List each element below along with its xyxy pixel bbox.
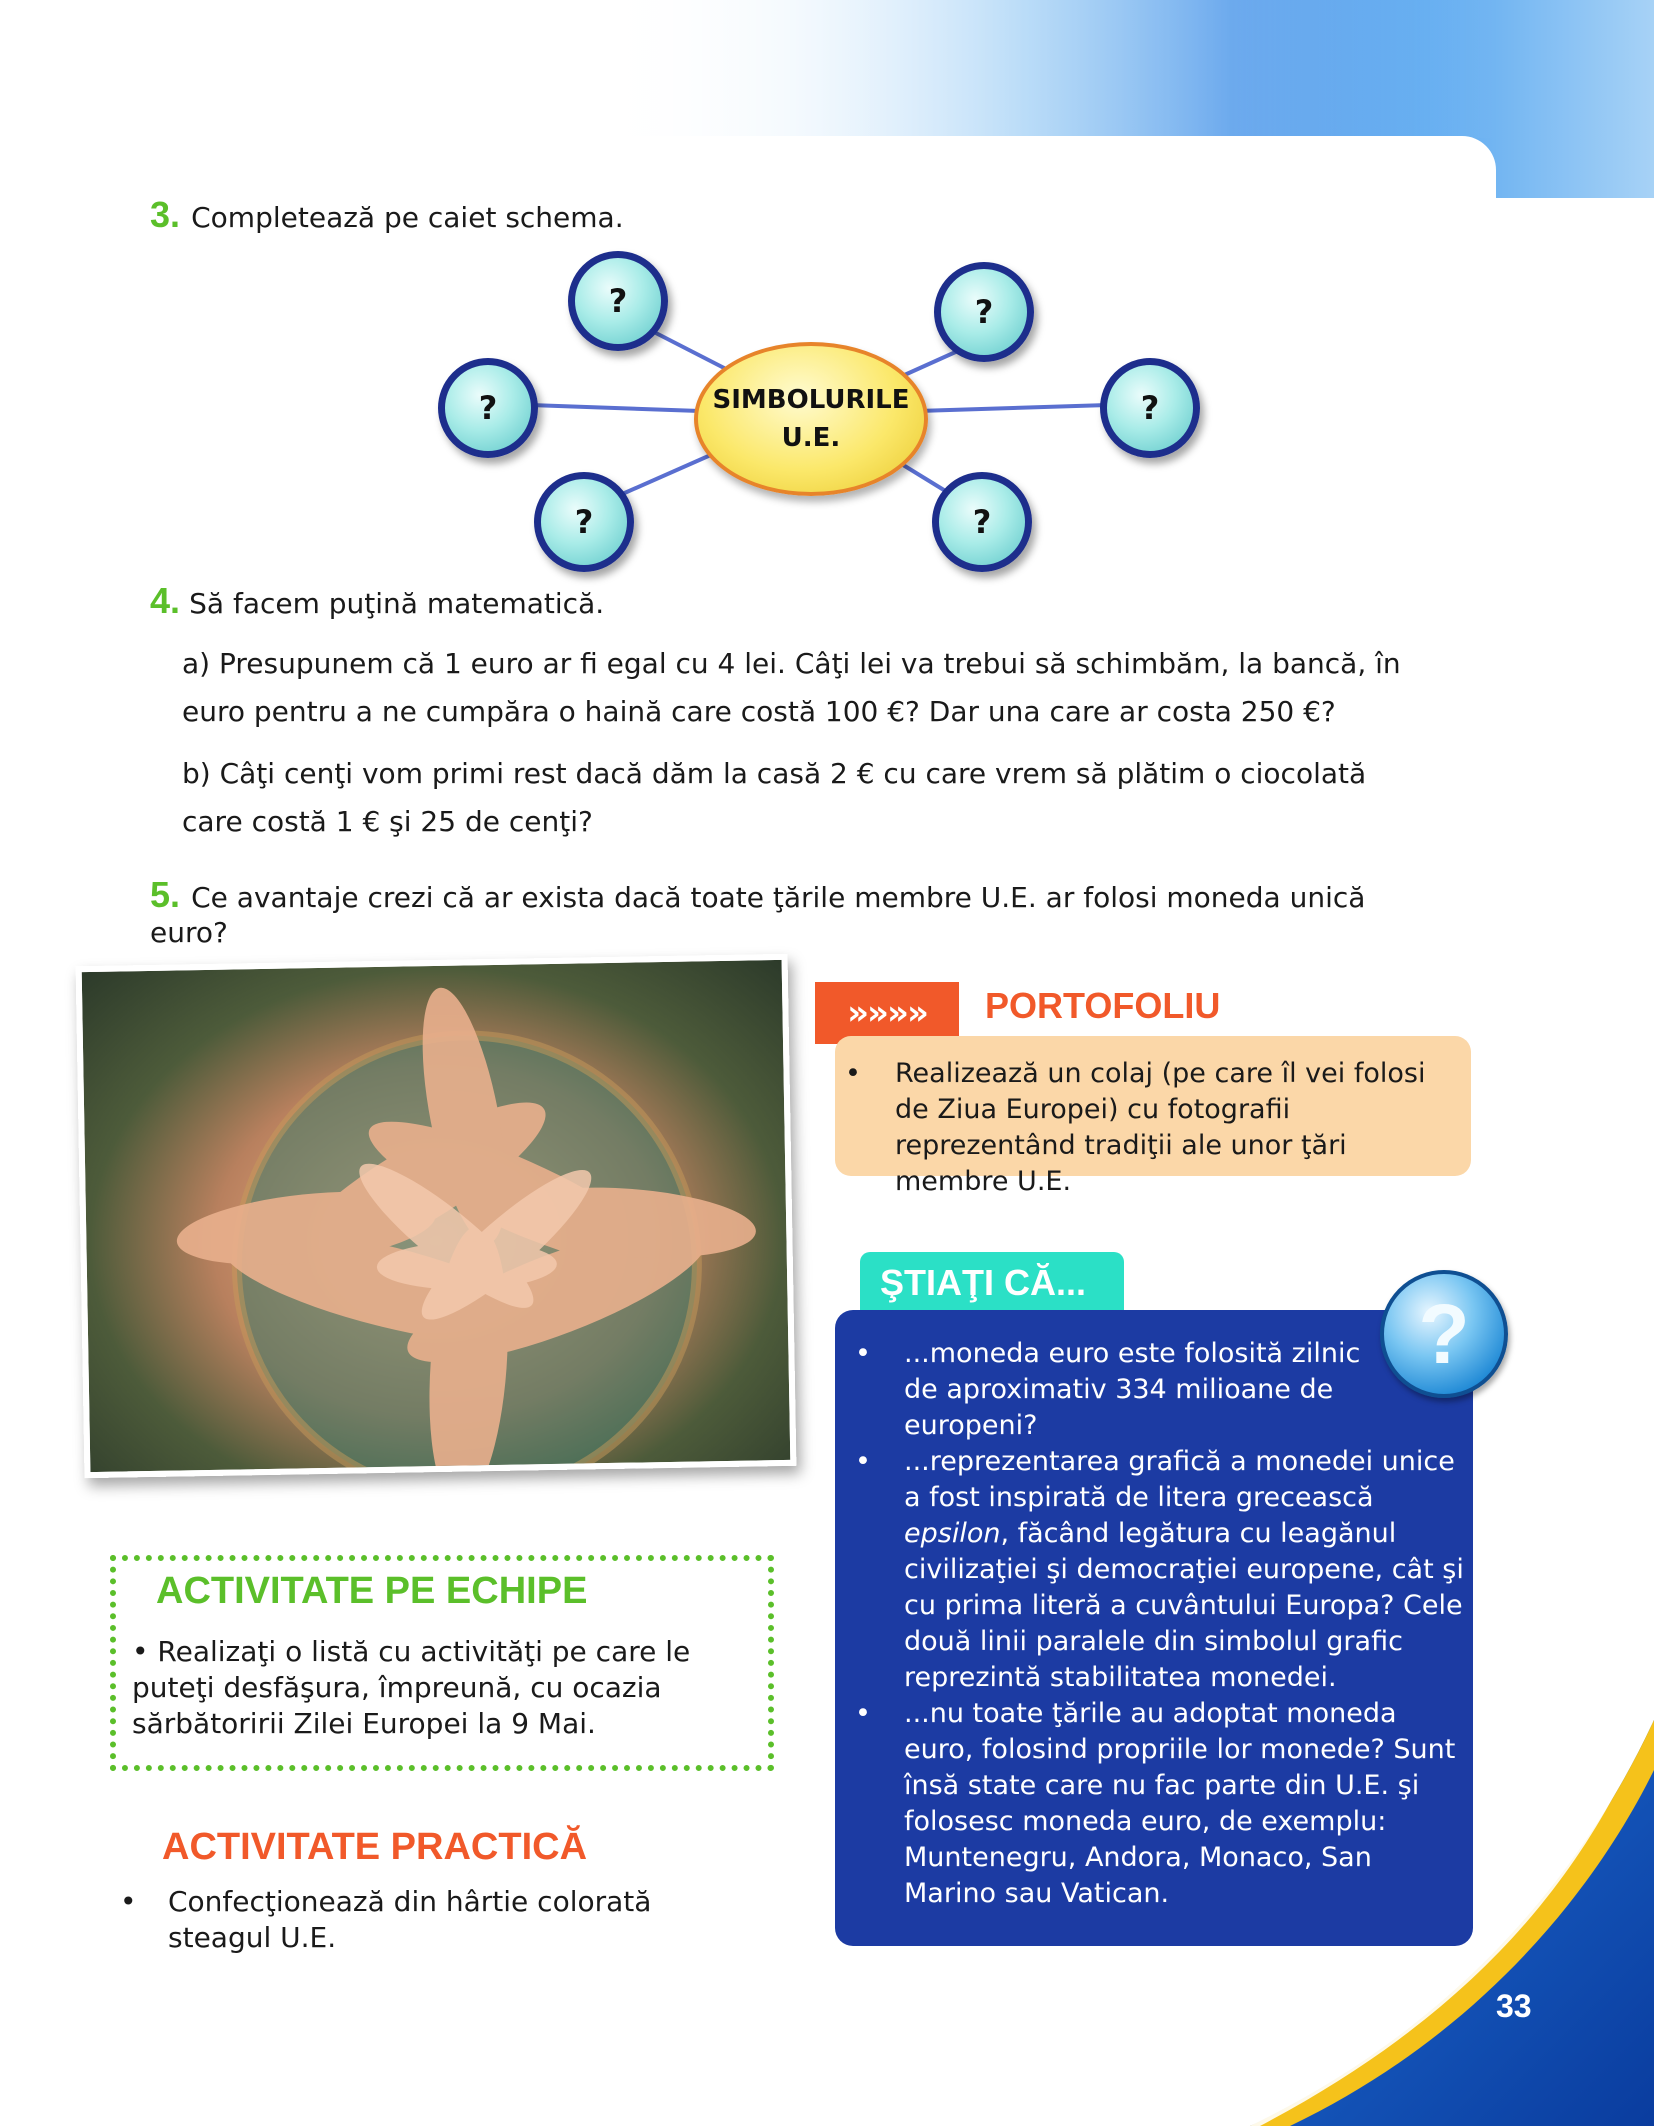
- diagram-center-line1: SIMBOLURILE: [712, 385, 910, 415]
- diagram-node: ?: [1100, 358, 1200, 458]
- page-number: 33: [1496, 1988, 1532, 2024]
- question-4b: b) Câţi cenţi vom primi rest dacă dăm la casă 2 € cu care vrem să plătim o ciocolată care costă 1 € şi 25 de cenţi?: [182, 757, 1367, 838]
- hands-illustration: [82, 960, 791, 1472]
- diagram-node: ?: [568, 251, 668, 351]
- portofoliu-item: Realizează un colaj (pe care îl vei folosi de Ziua Europei) cu fotografii reprezentând tradiţii ale unor ţări membre U.E.: [895, 1058, 1426, 1197]
- stiati-item-2-part-a: ...reprezentarea grafică a monedei unice a fost inspirată de litera grecească: [904, 1446, 1455, 1513]
- echipe-text: • Realizaţi o listă cu activităţi pe care le puteţi desfăşura, împreună, cu ocazia sărbătoririi Zilei Europei la 9 Mai.: [132, 1635, 691, 1740]
- hands-globe-photo: [76, 954, 797, 1478]
- diagram-node: ?: [934, 262, 1034, 362]
- stiati-item-1: ...moneda euro este folosită zilnic de aproximativ 334 milioane de europeni?: [904, 1338, 1361, 1441]
- stiati-item-2: [904, 1444, 1464, 1696]
- portofoliu-title: PORTOFOLIU: [985, 985, 1221, 1026]
- question-5: [150, 874, 1450, 949]
- stiati-bullet: •: [855, 1698, 871, 1729]
- diagram-node: ?: [932, 472, 1032, 572]
- diagram-center-line2: U.E.: [781, 423, 841, 453]
- question-4a: a) Presupunem că 1 euro ar fi egal cu 4 lei. Câţi lei va trebui să schimbăm, la bancă, în euro pentru a ne cumpăra o haină care costă 100 €? Dar una care ar costa 250 €?: [182, 647, 1401, 728]
- question-4: [150, 580, 604, 622]
- question-text: Să facem puţină matematică.: [189, 587, 605, 620]
- practica-item: Confecţionează din hârtie colorată steagul U.E.: [168, 1885, 652, 1954]
- diagram-node: ?: [534, 472, 634, 572]
- question-text: Completează pe caiet schema.: [191, 201, 624, 234]
- question-number: 5.: [150, 874, 181, 915]
- stiati-item-3: ...nu toate ţările au adoptat moneda euro, folosind propriile lor monede? Sunt însă state care nu fac parte din U.E. şi folosesc moneda euro, de exemplu: Muntenegru, Andora, Monaco, San Marino sau Vatican.: [904, 1698, 1456, 1909]
- practica-title: ACTIVITATE PRACTICĂ: [162, 1826, 588, 1868]
- question-mark-icon: ?: [1380, 1270, 1508, 1398]
- stiati-bullet: •: [855, 1338, 871, 1369]
- stiati-bullet: •: [855, 1446, 871, 1477]
- question-number: 4.: [150, 580, 181, 621]
- portofoliu-arrow-icon: »»»»: [815, 982, 959, 1044]
- question-text: Ce avantaje crezi că ar exista dacă toate ţările membre U.E. ar folosi moneda unică euro?: [150, 881, 1366, 949]
- question-number: 3.: [150, 194, 181, 235]
- diagram-node: ?: [438, 358, 538, 458]
- diagram-connectors: [0, 0, 1654, 620]
- diagram-center: [694, 342, 928, 496]
- stiati-item-2-part-b: , făcând legătura cu leagănul civilizaţiei şi democraţiei europene, cât şi cu prima literă a cuvântului Europa? Cele două linii paralele din simbolul grafic reprezintă stabilitatea monedei.: [904, 1518, 1464, 1693]
- portofoliu-bullet: •: [845, 1058, 861, 1089]
- stiati-item-2-epsilon: epsilon: [904, 1518, 1001, 1549]
- practica-bullet: •: [120, 1885, 137, 1918]
- echipe-title: ACTIVITATE PE ECHIPE: [156, 1570, 588, 1612]
- stiati-title: ŞTIAŢI CĂ...: [860, 1252, 1124, 1314]
